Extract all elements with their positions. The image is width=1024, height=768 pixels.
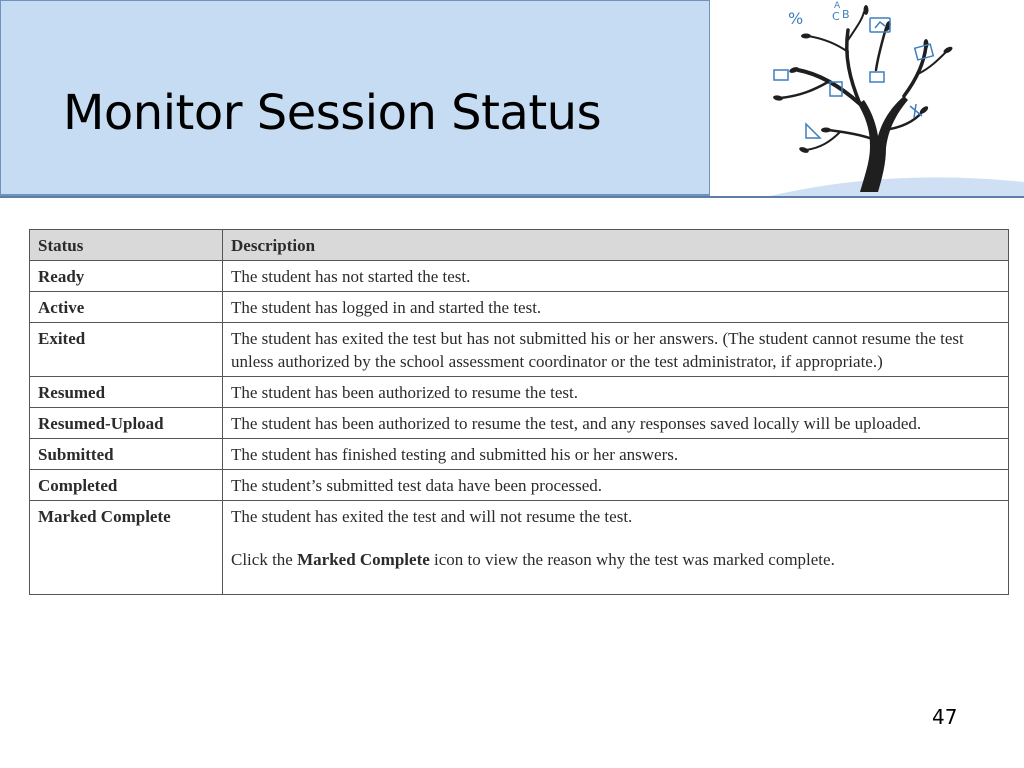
svg-text:B: B bbox=[842, 8, 850, 21]
status-cell: Active bbox=[30, 292, 223, 323]
marked-complete-icon-reference: Marked Complete bbox=[297, 550, 430, 569]
status-cell: Resumed-Upload bbox=[30, 408, 223, 439]
description-cell: The student has been authorized to resume the test, and any responses saved locally will be uploaded. bbox=[223, 408, 1009, 439]
table-row bbox=[30, 261, 1009, 292]
description-cell bbox=[223, 501, 1009, 595]
description-cell: The student has logged in and started the test. bbox=[223, 292, 1009, 323]
table-row bbox=[30, 501, 1009, 595]
description-cell: The student has been authorized to resume the test. bbox=[223, 377, 1009, 408]
table-row bbox=[30, 292, 1009, 323]
note-prefix: Click the bbox=[231, 550, 298, 569]
description-cell: The student’s submitted test data have been processed. bbox=[223, 470, 1009, 501]
svg-text:A: A bbox=[834, 1, 841, 11]
description-text: The student has exited the test and will not resume the test. bbox=[231, 507, 633, 526]
status-cell: Exited bbox=[30, 323, 223, 377]
svg-text:%: % bbox=[788, 9, 804, 28]
status-cell: Completed bbox=[30, 470, 223, 501]
marked-complete-note bbox=[231, 548, 1000, 571]
page-number: 47 bbox=[932, 705, 958, 729]
session-status-table bbox=[29, 229, 1009, 595]
table-row bbox=[30, 323, 1009, 377]
education-tree-logo bbox=[710, 0, 1024, 196]
description-cell: The student has not started the test. bbox=[223, 261, 1009, 292]
status-cell: Resumed bbox=[30, 377, 223, 408]
column-header-description: Description bbox=[223, 230, 1009, 261]
status-cell: Marked Complete bbox=[30, 501, 223, 595]
table-row bbox=[30, 439, 1009, 470]
table-header-row bbox=[30, 230, 1009, 261]
title-band bbox=[0, 0, 710, 196]
status-cell: Submitted bbox=[30, 439, 223, 470]
note-suffix: icon to view the reason why the test was marked complete. bbox=[429, 550, 835, 569]
column-header-status: Status bbox=[30, 230, 223, 261]
description-cell: The student has finished testing and submitted his or her answers. bbox=[223, 439, 1009, 470]
header-divider bbox=[0, 196, 1024, 198]
table-row bbox=[30, 470, 1009, 501]
table-row bbox=[30, 377, 1009, 408]
status-cell: Ready bbox=[30, 261, 223, 292]
tree-icon bbox=[710, 0, 1024, 196]
table-row bbox=[30, 408, 1009, 439]
slide-title: Monitor Session Status bbox=[63, 85, 602, 141]
description-cell: The student has exited the test but has not submitted his or her answers. (The student cannot resume the test unless authorized by the school assessment coordinator or the test administrator, if appropriate.) bbox=[223, 323, 1009, 377]
svg-text:C: C bbox=[832, 10, 840, 23]
